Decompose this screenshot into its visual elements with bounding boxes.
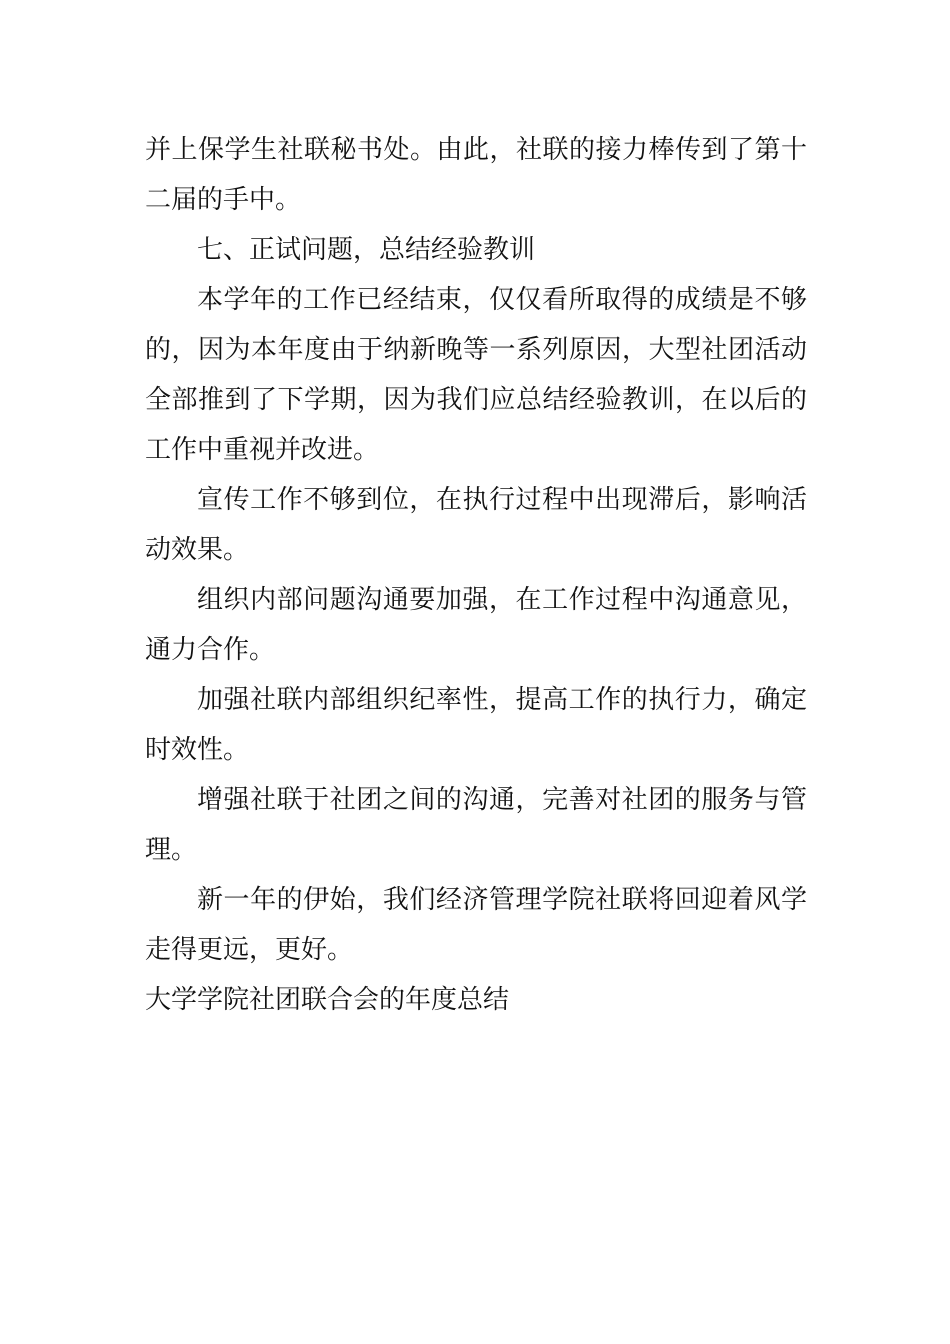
paragraph-summary: 本学年的工作已经结束，仅仅看所取得的成绩是不够的，因为本年度由于纳新晚等一系列原因，大型社团活动全部推到了下学期，因为我们应总结经验教训，在以后的工作中重视并改进。	[145, 285, 807, 465]
section-heading: 七、正试问题，总结经验教训	[197, 235, 536, 265]
paragraph-continuation: 并上保学生社联秘书处。由此，社联的接力棒传到了第十二届的手中。	[145, 135, 807, 215]
paragraph-outlook: 新一年的伊始，我们经济管理学院社联将回迎着风学走得更远，更好。	[145, 885, 807, 965]
paragraph-club-relations: 增强社联于社团之间的沟通，完善对社团的服务与管理。	[145, 785, 807, 865]
document-body	[145, 125, 807, 1025]
paragraph-publicity: 宣传工作不够到位，在执行过程中出现滞后，影响活动效果。	[145, 485, 807, 565]
document-title-footer: 大学学院社团联合会的年度总结	[145, 985, 510, 1015]
paragraph-discipline: 加强社联内部组织纪率性，提高工作的执行力，确定时效性。	[145, 685, 807, 765]
paragraph-communication: 组织内部问题沟通要加强，在工作过程中沟通意见，通力合作。	[145, 585, 807, 665]
